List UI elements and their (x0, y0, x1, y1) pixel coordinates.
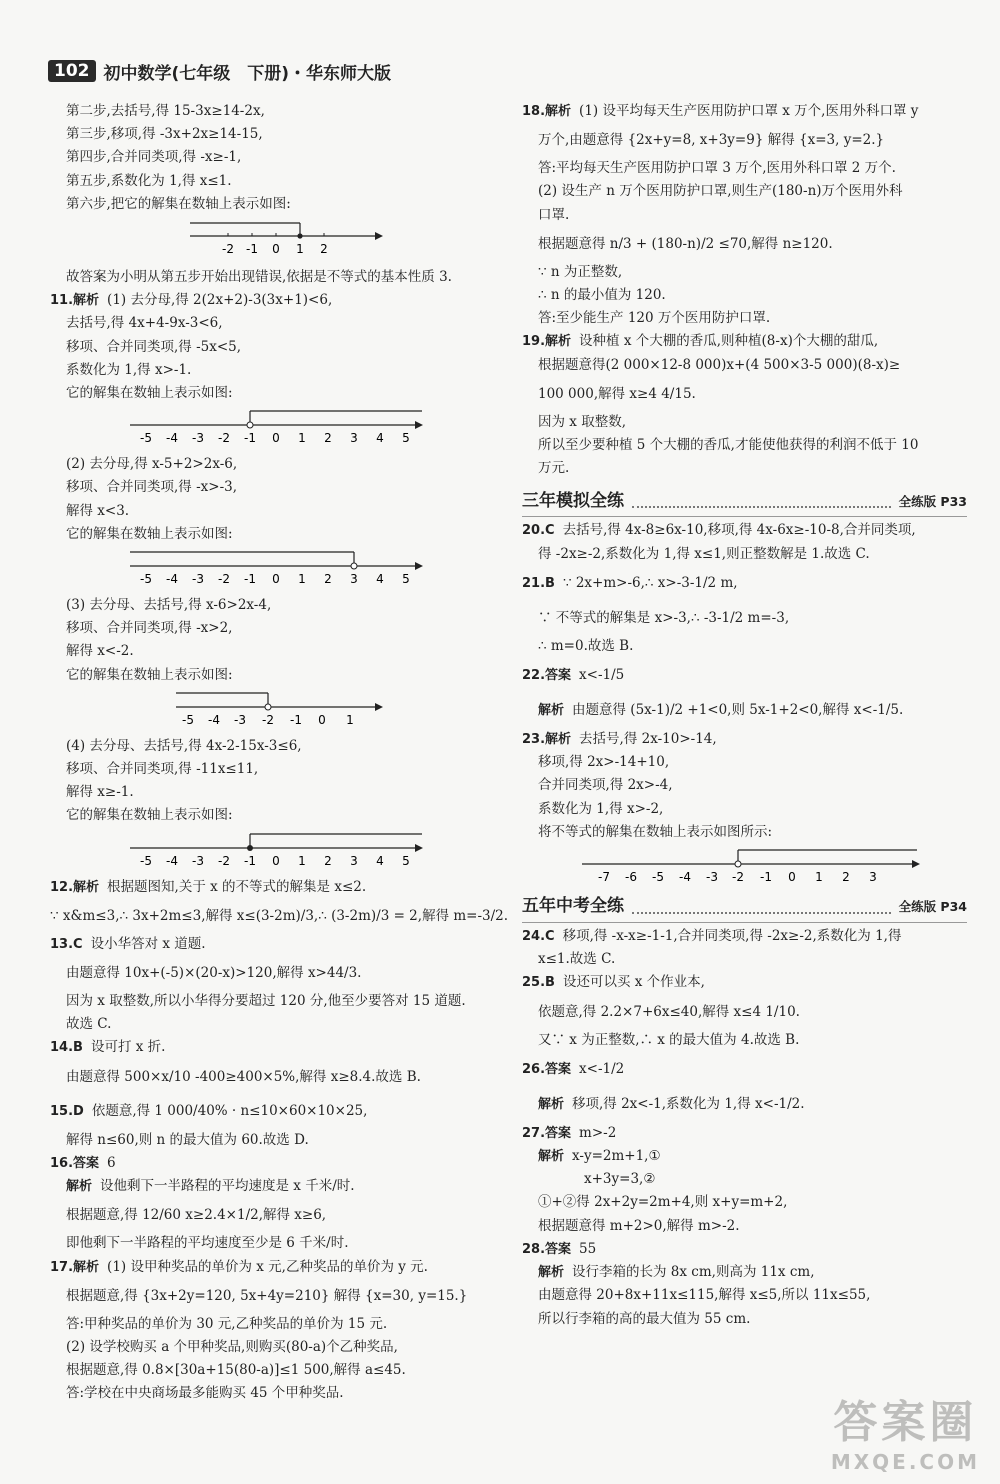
question-26: 26.答案 x<-1/2 (522, 1060, 625, 1077)
question-24: 24.C 移项,得 -x-x≥-1-1,合并同类项,得 -2x≥-2,系数化为 1,得 (522, 928, 902, 945)
svg-text:4: 4 (376, 572, 384, 587)
text-line: 解析 x-y=2m+1,① (538, 1148, 661, 1165)
svg-text:3: 3 (350, 431, 358, 446)
question-15: 15.D 依题意,得 1 000/40% · n≤10×60×10×25, (50, 1102, 368, 1119)
text-line: 口罩. (538, 206, 570, 223)
svg-text:5: 5 (402, 431, 410, 446)
svg-text:-3: -3 (192, 572, 204, 587)
svg-text:2: 2 (324, 572, 332, 587)
number-line (50, 830, 490, 870)
text-line: 它的解集在数轴上表示如图: (66, 666, 233, 683)
text-line: 解析 由题意得 (5x-1)/2 +1<0,则 5x-1+2<0,解得 x<-1/5. (538, 702, 904, 719)
text-line: 因为 x 取整数,所以小华得分要超过 120 分,他至少要答对 15 道题. (66, 993, 466, 1010)
svg-text:-1: -1 (244, 431, 256, 446)
text-line: 根据题意得 n/3 + (180-n)/2 ≤70,解得 n≥120. (538, 235, 833, 252)
svg-text:-3: -3 (234, 712, 246, 727)
text-line: 解析 设他剩下一半路程的平均速度是 x 千米/时. (66, 1178, 355, 1195)
text-line: 因为 x 取整数, (538, 413, 626, 430)
text-line: 由题意得 10x+(-5)×(20-x)>120,解得 x>44/3. (66, 965, 362, 982)
svg-text:-1: -1 (244, 853, 256, 868)
svg-text:-2: -2 (218, 431, 230, 446)
text-line: 依题意,得 2.2×7+6x≤40,解得 x≤4 1/10. (538, 1003, 800, 1020)
text-line: 由题意得 20+8x+11x≤115,解得 x≤5,所以 11x≤55, (538, 1287, 871, 1304)
question-19: 19.解析 设种植 x 个大棚的香瓜,则种植(8-x)个大棚的甜瓜, (522, 333, 879, 350)
text-line: 去括号,得 4x+4-9x-3<6, (66, 315, 223, 332)
svg-text:-6: -6 (625, 870, 637, 885)
svg-text:1: 1 (298, 572, 306, 587)
text-line: 第四步,合并同类项,得 -x≥-1, (66, 149, 242, 166)
question-27: 27.答案 m>-2 (522, 1124, 617, 1141)
text-line: (3) 去分母、去括号,得 x-6>2x-4, (66, 597, 272, 614)
svg-text:-4: -4 (166, 572, 178, 587)
question-12: 12.解析 根据题图知,关于 x 的不等式的解集是 x≤2. (50, 878, 367, 895)
svg-text:1: 1 (815, 870, 823, 885)
svg-text:1: 1 (346, 712, 354, 727)
question-23: 23.解析 去括号,得 2x-10>-14, (522, 731, 717, 748)
question-25: 25.B 设还可以买 x 个作业本, (522, 974, 705, 991)
text-line: 它的解集在数轴上表示如图: (66, 525, 233, 542)
page-header (48, 58, 391, 84)
svg-text:2: 2 (324, 853, 332, 868)
question-22: 22.答案 x<-1/5 (522, 667, 625, 684)
section-header: 三年模拟全练 全练版 P33 (522, 486, 967, 517)
tick-label: -2 (222, 242, 234, 257)
text-line: 根据题意,得 {3x+2y=120, 5x+4y=210} 解得 {x=30, y=15.} (66, 1287, 468, 1304)
svg-text:-2: -2 (732, 870, 744, 885)
svg-text:5: 5 (402, 853, 410, 868)
text-line: 它的解集在数轴上表示如图: (66, 807, 233, 824)
text-line: ∵ x&m≤3,∴ 3x+2m≤3,解得 x≤(3-2m)/3,∴ (3-2m)/3 = 2,解得 m=-3/2. (50, 907, 509, 924)
svg-text:-1: -1 (244, 572, 256, 587)
svg-text:0: 0 (272, 572, 280, 587)
text-line: 根据题意得(2 000×12-8 000)x+(4 500×3-5 000)(8-x)≥ (538, 356, 901, 373)
text-line: 根据题意,得 12/60 x≥2.4×1/2,解得 x≥6, (66, 1207, 327, 1224)
question-16: 16.答案 6 (50, 1154, 116, 1171)
text-line: (2) 设学校购买 a 个甲种奖品,则购买(80-a)个乙种奖品, (66, 1338, 398, 1355)
text-line: (2) 设生产 n 万个医用防护口罩,则生产(180-n)万个医用外科 (538, 183, 903, 200)
svg-text:-2: -2 (262, 712, 274, 727)
text-line: 第六步,把它的解集在数轴上表示如图: (66, 195, 291, 212)
text-line: 又∵ x 为正整数,∴ x 的最大值为 4.故选 B. (538, 1031, 800, 1048)
text-line: 移项、合并同类项,得 -11x≤11, (66, 761, 259, 778)
watermark-logo: 答案圈 MXQE.COM (830, 1397, 980, 1474)
left-column (50, 100, 509, 1406)
section-header: 五年中考全练 全练版 P34 (522, 892, 967, 923)
text-line: 答:甲种奖品的单价为 30 元,乙种奖品的单价为 15 元. (66, 1315, 388, 1332)
svg-text:-2: -2 (218, 853, 230, 868)
text-line: 答:至少能生产 120 万个医用防护口罩. (538, 310, 771, 327)
svg-text:1: 1 (298, 431, 306, 446)
text-line: 移项、合并同类项,得 -x>2, (66, 620, 233, 637)
svg-text:3: 3 (350, 572, 358, 587)
svg-text:-4: -4 (208, 712, 220, 727)
text-line: 故选 C. (66, 1016, 112, 1033)
tick-label: 0 (272, 242, 280, 257)
question-17: 17.解析 (1) 设甲种奖品的单价为 x 元,乙种奖品的单价为 y 元. (50, 1258, 428, 1275)
text-line: 100 000,解得 x≥4 4/15. (538, 385, 696, 402)
text-line: 合并同类项,得 2x>-4, (538, 777, 673, 794)
text-line: 第三步,移项,得 -3x+2x≥14-15, (66, 126, 263, 143)
number-line (50, 407, 490, 447)
text-line: 解析 移项,得 2x<-1,系数化为 1,得 x<-1/2. (538, 1095, 805, 1112)
svg-text:-4: -4 (679, 870, 691, 885)
svg-text:2: 2 (842, 870, 850, 885)
svg-text:-3: -3 (192, 431, 204, 446)
question-11: 11.解析 (1) 去分母,得 2(2x+2)-3(3x+1)<6, (50, 292, 333, 309)
text-line: 根据题意,得 0.8×[30a+15(80-a)]≤1 500,解得 a≤45. (66, 1362, 406, 1379)
svg-text:-5: -5 (140, 572, 152, 587)
tick-label: 1 (296, 242, 304, 257)
number-line (50, 548, 490, 588)
text-line: ∴ m=0.故选 B. (538, 637, 634, 654)
text-line: 移项、合并同类项,得 -x>-3, (66, 479, 238, 496)
text-line: 解析 设行李箱的长为 8x cm,则高为 11x cm, (538, 1264, 815, 1281)
question-13: 13.C 设小华答对 x 道题. (50, 935, 206, 952)
svg-text:0: 0 (318, 712, 326, 727)
text-line: 万个,由题意得 {2x+y=8, x+3y=9} 解得 {x=3, y=2.} (538, 132, 885, 149)
svg-text:0: 0 (788, 870, 796, 885)
text-line: 所以至少要种植 5 个大棚的香瓜,才能使他获得的利润不低于 10 (538, 437, 919, 454)
svg-text:-1: -1 (290, 712, 302, 727)
svg-text:-5: -5 (140, 853, 152, 868)
text-line: 解得 x<3. (66, 502, 130, 519)
page-number: 102 (48, 60, 96, 82)
svg-text:0: 0 (272, 431, 280, 446)
text-line: ∵ 不等式的解集是 x>-3,∴ -3-1/2 m=-3, (538, 609, 790, 626)
text-line: 移项,得 2x>-14+10, (538, 754, 670, 771)
text-line: 系数化为 1,得 x>-2, (538, 800, 664, 817)
svg-text:-5: -5 (140, 431, 152, 446)
svg-text:-4: -4 (166, 853, 178, 868)
svg-text:5: 5 (402, 572, 410, 587)
text-line: 解得 x≥-1. (66, 784, 134, 801)
svg-text:1: 1 (298, 853, 306, 868)
text-line: 解得 n≤60,则 n 的最大值为 60.故选 D. (66, 1131, 309, 1148)
svg-text:2: 2 (324, 431, 332, 446)
svg-text:-7: -7 (598, 870, 610, 885)
svg-text:0: 0 (272, 853, 280, 868)
text-line: 根据题意得 m+2>0,解得 m>-2. (538, 1217, 740, 1234)
text-line: ①+②得 2x+2y=2m+4,则 x+y=m+2, (538, 1194, 788, 1211)
svg-text:-3: -3 (192, 853, 204, 868)
text-line: 第二步,去括号,得 15-3x≥14-2x, (66, 103, 265, 119)
question-20: 20.C 去括号,得 4x-8≥6x-10,移项,得 4x-6x≥-10-8,合并同类项, (522, 522, 916, 539)
text-line: x+3y=3,② (584, 1171, 656, 1188)
tick-label: -1 (246, 242, 258, 257)
svg-text:-4: -4 (166, 431, 178, 446)
text-line: 解得 x<-2. (66, 643, 134, 660)
text-line: 答:平均每天生产医用防护口罩 3 万个,医用外科口罩 2 万个. (538, 160, 896, 177)
text-line: (2) 去分母,得 x-5+2>2x-6, (66, 456, 238, 473)
svg-text:3: 3 (869, 870, 877, 885)
text-line: 将不等式的解集在数轴上表示如图所示: (538, 823, 773, 840)
text-line: 由题意得 500×x/10 -400≥400×5%,解得 x≥8.4.故选 B. (66, 1068, 421, 1085)
number-line (50, 689, 490, 729)
text-line: 万元. (538, 460, 570, 477)
svg-text:-5: -5 (652, 870, 664, 885)
svg-text:4: 4 (376, 431, 384, 446)
text-line: ∵ n 为正整数, (538, 263, 623, 280)
text-line: 即他剩下一半路程的平均速度至少是 6 千米/时. (66, 1235, 349, 1252)
question-21: 21.B ∵ 2x+m>-6,∴ x>-3-1/2 m, (522, 574, 738, 591)
number-line (522, 846, 967, 886)
question-28: 28.答案 55 (522, 1240, 597, 1257)
text-line: 移项、合并同类项,得 -5x<5, (66, 338, 242, 355)
question-14: 14.B 设可打 x 折. (50, 1039, 166, 1056)
svg-text:-3: -3 (706, 870, 718, 885)
svg-text:4: 4 (376, 853, 384, 868)
text-line: 第五步,系数化为 1,得 x≤1. (66, 172, 232, 189)
text-line: ∴ n 的最小值为 120. (538, 287, 666, 304)
text-line: 答:学校在中央商场最多能购买 45 个甲种奖品. (66, 1385, 344, 1402)
svg-text:-2: -2 (218, 572, 230, 587)
text-line: 故答案为小明从第五步开始出现错误,依据是不等式的基本性质 3. (66, 269, 452, 286)
book-title: 初中数学(七年级 下册)・华东师大版 (103, 63, 392, 84)
question-18: 18.解析 (1) 设平均每天生产医用防护口罩 x 万个,医用外科口罩 y (522, 103, 919, 119)
text-line: 它的解集在数轴上表示如图: (66, 385, 233, 402)
text-line: 所以行李箱的高的最大值为 55 cm. (538, 1310, 751, 1327)
right-column (522, 100, 967, 1331)
text-line: 得 -2x≥-2,系数化为 1,得 x≤1,则正整数解是 1.故选 C. (538, 545, 870, 562)
svg-text:-1: -1 (760, 870, 772, 885)
text-line: (4) 去分母、去括号,得 4x-2-15x-3≤6, (66, 737, 302, 754)
text-line: 系数化为 1,得 x>-1. (66, 361, 192, 378)
svg-text:3: 3 (350, 853, 358, 868)
text-line: x≤1.故选 C. (538, 951, 616, 968)
tick-label: 2 (320, 242, 328, 257)
number-line (50, 218, 490, 260)
svg-text:-5: -5 (182, 712, 194, 727)
